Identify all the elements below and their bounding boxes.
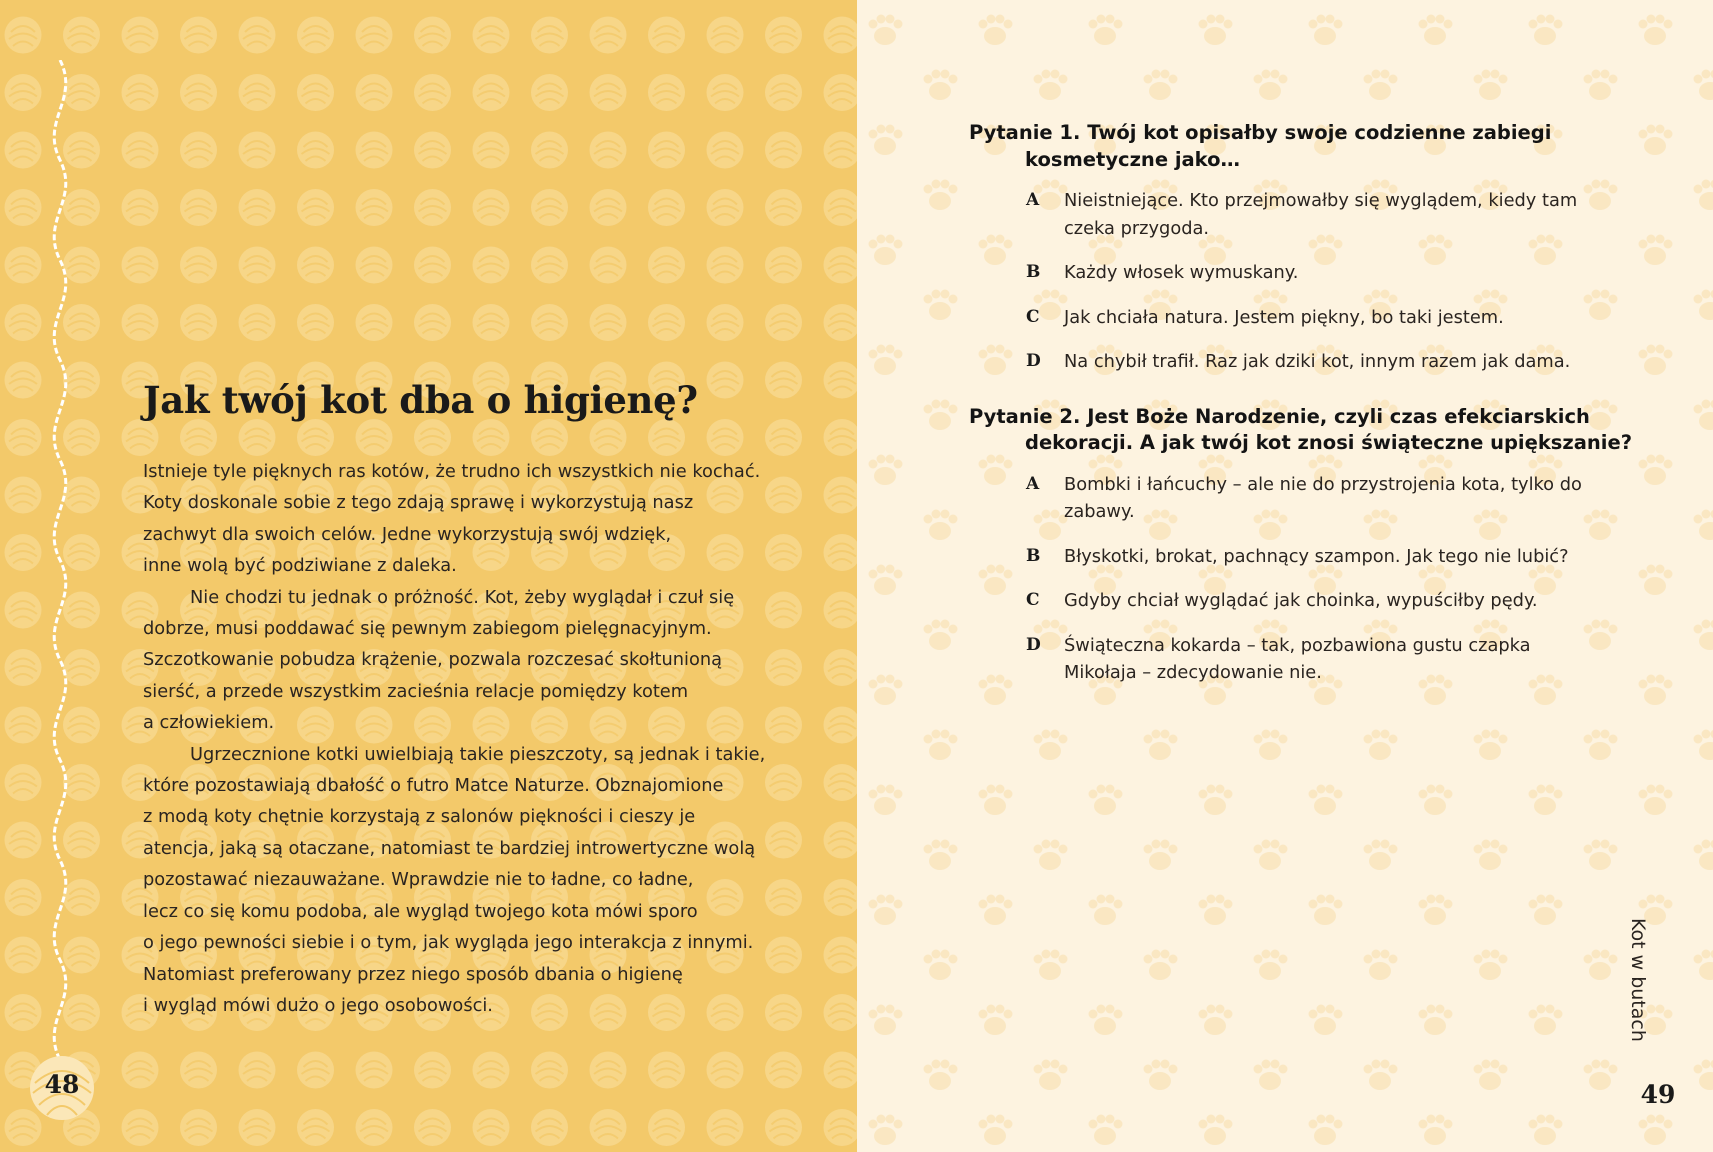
answer-letter: C [1026, 590, 1040, 610]
answer-text: Każdy włosek wymuskany. [1064, 262, 1299, 283]
text-line: zachwyt dla swoich celów. Jedne wykorzystują swój wdzięk, [143, 523, 672, 545]
text-line: z modą koty chętnie korzystają z salonów piękności i cieszy je [143, 806, 696, 828]
answer-option [1026, 187, 1649, 242]
answer-option [1026, 543, 1649, 571]
answer-text: Błyskotki, brokat, pachnący szampon. Jak tego nie lubić? [1064, 545, 1569, 567]
text-line: dobrze, musi poddawać się pewnym zabiegom pielęgnacyjnym. [143, 618, 712, 640]
text-line: Nie chodzi tu jednak o próżność. Kot, żeby wyglądał i czuł się [190, 586, 735, 608]
page-title: Jak twój kot dba o higienę? [143, 378, 698, 422]
paragraph-3 [143, 739, 783, 1022]
answer-letter: D [1026, 351, 1041, 371]
answer-letter: A [1026, 473, 1040, 494]
answer-text: Świąteczna kokarda – tak, pozbawiona gustu czapka Mikołaja – zdecydowanie nie. [1064, 634, 1531, 683]
running-head [1627, 918, 1677, 1048]
text-line: Koty doskonale sobie z tego zdają sprawę i wykorzystują nasz [143, 492, 694, 514]
text-line: Natomiast preferowany przez niego sposób dbania o higienę [143, 963, 683, 985]
text-line: sierść, a przede wszystkim zacieśnia relacje pomiędzy kotem [143, 680, 689, 702]
yarn-thread-decoration [40, 60, 80, 1090]
text-line: Szczotkowanie pobudza krążenie, pozwala rozczesać skołtunioną [143, 649, 723, 671]
text-line: pozostawać niezauważane. Wprawdzie nie to ładne, co ładne, [143, 869, 694, 891]
text-line: o jego pewności siebie i o tym, jak wygląda jego interakcja z innymi. [143, 932, 754, 954]
answer-letter: D [1026, 634, 1041, 655]
answer-text: Gdyby chciał wyglądać jak choinka, wypuściłby pędy. [1064, 590, 1538, 611]
page-number-right: 49 [1640, 1080, 1676, 1109]
answer-text: Nieistniejące. Kto przejmowałby się wyglądem, kiedy tam czeka przygoda. [1064, 190, 1578, 239]
answer-option [1026, 632, 1649, 687]
answer-text: Na chybił trafił. Raz jak dziki kot, innym razem jak dama. [1064, 351, 1571, 372]
page-number-badge [27, 1053, 97, 1123]
question-title: Pytanie 2. Jest Boże Narodzenie, czyli czas efekciarskich dekoracji. A jak twój kot znosi świąteczne upiększanie? [969, 404, 1633, 454]
question-1 [969, 120, 1649, 376]
paragraph-1 [143, 456, 783, 582]
answer-letter: B [1026, 262, 1041, 282]
text-line: inne wolą być podziwiane z daleka. [143, 555, 457, 577]
answer-letter: C [1026, 306, 1040, 327]
running-head-text: Kot w butach [1627, 918, 1649, 1042]
answer-option [1026, 471, 1649, 526]
text-line: atencja, jaką są otaczane, natomiast te bardziej introwertyczne wolą [143, 837, 756, 859]
question-2 [969, 404, 1649, 687]
body-text [143, 456, 783, 1021]
page-number-left: 48 [44, 1070, 80, 1099]
answer-text: Jak chciała natura. Jestem piękny, bo taki jestem. [1064, 306, 1504, 328]
answer-option [1026, 587, 1649, 615]
text-line: i wygląd mówi dużo o jego osobowości. [143, 994, 493, 1016]
answer-option [1026, 259, 1649, 287]
text-line: które pozostawiają dbałość o futro Matce Naturze. Obznajomione [143, 775, 724, 797]
text-line: Ugrzecznione kotki uwielbiają takie pieszczoty, są jednak i takie, [190, 743, 766, 765]
text-line: lecz co się komu podoba, ale wygląd twojego kota mówi sporo [143, 900, 698, 922]
answer-letter: A [1026, 190, 1040, 210]
text-line: Istnieje tyle pięknych ras kotów, że trudno ich wszystkich nie kochać. [143, 461, 761, 482]
paragraph-2 [143, 582, 783, 739]
answer-text: Bombki i łańcuchy – ale nie do przystrojenia kota, tylko do zabawy. [1064, 473, 1582, 522]
text-line: a człowiekiem. [143, 712, 275, 734]
right-page [857, 0, 1713, 1152]
answer-option [1026, 348, 1649, 376]
question-title: Pytanie 1. Twój kot opisałby swoje codzienne zabiegi kosmetyczne jako… [969, 121, 1552, 171]
answer-letter: B [1026, 545, 1041, 566]
answer-option [1026, 304, 1649, 332]
quiz [969, 120, 1649, 715]
